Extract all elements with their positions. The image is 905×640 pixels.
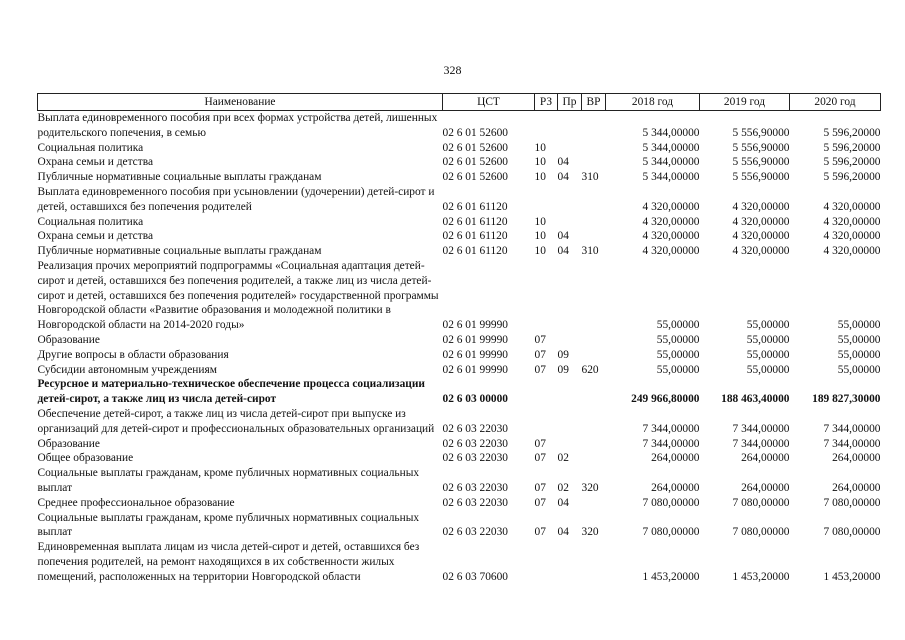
cell-vr [582, 259, 606, 333]
header-vr: ВР [582, 94, 606, 111]
cell-rz: 07 [534, 333, 546, 346]
cell-pr: 04 [557, 526, 569, 539]
table-row [38, 511, 881, 541]
cell-y2018: 55,00000 [656, 363, 700, 376]
cell-y2020: 55,00000 [837, 363, 881, 376]
cell-y2019: 4 320,00000 [732, 200, 790, 213]
page-number: 328 [443, 63, 462, 77]
cell-y2020: 7 344,00000 [823, 422, 881, 435]
table-row [38, 215, 881, 230]
cell-cst: 02 6 01 61120 [442, 245, 508, 258]
cell-y2019: 7 080,00000 [732, 526, 790, 539]
header-pr: Пр [558, 94, 582, 111]
cell-cst: 02 6 01 99990 [442, 319, 508, 332]
cell-pr [558, 111, 582, 141]
cell-cst: 02 6 01 52600 [442, 171, 508, 184]
cell-y2019: 264,00000 [741, 481, 790, 494]
cell-y2018: 5 344,00000 [642, 156, 700, 169]
cell-cst: 02 6 01 52600 [442, 156, 508, 169]
cell-vr [582, 155, 606, 170]
cell-cst: 02 6 01 61120 [442, 200, 508, 213]
table-row [38, 496, 881, 511]
cell-rz: 07 [534, 452, 546, 465]
cell-y2020: 4 320,00000 [823, 245, 881, 258]
cell-y2019: 5 556,90000 [732, 156, 790, 169]
cell-rz [535, 111, 558, 141]
cell-pr [558, 215, 582, 230]
cell-vr [582, 540, 606, 584]
cell-rz: 10 [534, 141, 546, 154]
cell-cst: 02 6 03 22030 [442, 437, 508, 450]
cell-name: Обеспечение детей-сирот, а также лиц из числа детей-сирот при выпуске из организаций для детей-сирот и профессиональных образовательных организаций [37, 407, 435, 435]
cell-y2020: 7 080,00000 [823, 526, 881, 539]
cell-cst: 02 6 03 22030 [442, 422, 508, 435]
cell-y2020: 55,00000 [837, 333, 881, 346]
table-row [38, 155, 881, 170]
cell-name: Охрана семьи и детства [37, 230, 153, 243]
table-row [38, 229, 881, 244]
cell-y2018: 7 080,00000 [642, 496, 700, 509]
budget-table [37, 93, 881, 585]
cell-cst: 02 6 03 00000 [442, 393, 508, 406]
cell-cst: 02 6 03 22030 [442, 496, 508, 509]
cell-cst: 02 6 01 52600 [442, 141, 508, 154]
cell-pr: 02 [557, 481, 569, 494]
cell-pr: 04 [557, 230, 569, 243]
cell-pr: 04 [557, 245, 569, 258]
cell-y2020: 4 320,00000 [823, 200, 881, 213]
cell-y2019: 188 463,40000 [721, 393, 790, 406]
cell-y2018: 7 344,00000 [642, 422, 700, 435]
cell-y2019: 5 556,90000 [732, 126, 790, 139]
cell-cst: 02 6 01 99990 [442, 333, 508, 346]
cell-y2018: 4 320,00000 [642, 215, 700, 228]
cell-y2018: 7 080,00000 [642, 526, 700, 539]
table-row [38, 141, 881, 156]
cell-vr [582, 141, 606, 156]
cell-y2020: 7 080,00000 [823, 496, 881, 509]
cell-y2020: 264,00000 [832, 481, 881, 494]
cell-cst: 02 6 01 61120 [442, 215, 508, 228]
cell-name: Общее образование [37, 452, 134, 465]
cell-rz: 07 [534, 526, 546, 539]
cell-pr [558, 437, 582, 452]
header-2019: 2019 год [700, 94, 790, 111]
cell-vr: 320 [581, 526, 599, 539]
cell-y2020: 55,00000 [837, 348, 881, 361]
cell-y2020: 5 596,20000 [823, 171, 881, 184]
table-row [38, 244, 881, 259]
cell-vr [582, 451, 606, 466]
cell-name: Выплата единовременного пособия при усыновлении (удочерении) детей-сирот и детей, оставшихся без попечения родителей [37, 185, 435, 213]
cell-name: Образование [37, 437, 100, 450]
cell-name: Образование [37, 333, 100, 346]
table-row [38, 185, 881, 215]
cell-y2019: 5 556,90000 [732, 141, 790, 154]
cell-y2019: 55,00000 [746, 319, 790, 332]
table-row [38, 170, 881, 185]
header-row [38, 94, 881, 111]
cell-name: Социальные выплаты гражданам, кроме публичных нормативных социальных выплат [37, 511, 420, 539]
cell-y2018: 55,00000 [656, 333, 700, 346]
table-row [38, 377, 881, 407]
cell-name: Публичные нормативные социальные выплаты гражданам [37, 245, 322, 258]
table-body [38, 111, 881, 585]
table-row [38, 540, 881, 584]
cell-y2018: 5 344,00000 [642, 171, 700, 184]
cell-cst: 02 6 03 22030 [442, 452, 508, 465]
cell-pr [558, 377, 582, 407]
table-row [38, 407, 881, 437]
cell-rz: 10 [534, 230, 546, 243]
cell-vr: 320 [581, 481, 599, 494]
cell-y2019: 4 320,00000 [732, 245, 790, 258]
cell-pr: 04 [557, 496, 569, 509]
cell-y2018: 4 320,00000 [642, 230, 700, 243]
cell-rz [535, 185, 558, 215]
cell-y2020: 4 320,00000 [823, 230, 881, 243]
cell-name: Субсидии автономным учреждениям [37, 363, 217, 376]
cell-vr: 310 [581, 171, 599, 184]
header-cst: ЦСТ [443, 94, 535, 111]
cell-cst: 02 6 03 22030 [442, 526, 508, 539]
cell-rz [535, 377, 558, 407]
cell-y2018: 5 344,00000 [642, 126, 700, 139]
table-row [38, 437, 881, 452]
cell-y2020: 4 320,00000 [823, 215, 881, 228]
cell-y2020: 5 596,20000 [823, 141, 881, 154]
cell-y2019: 55,00000 [746, 363, 790, 376]
cell-y2019: 4 320,00000 [732, 215, 790, 228]
cell-y2019: 7 344,00000 [732, 437, 790, 450]
cell-rz: 10 [534, 171, 546, 184]
cell-vr: 310 [581, 245, 599, 258]
header-2020: 2020 год [790, 94, 881, 111]
cell-name: Единовременная выплата лицам из числа детей-сирот и детей, оставшихся без попечения родителей, на ремонт находящихся в их собственности жилых помещений, расположенных на территории Новгородской области [37, 541, 420, 583]
cell-y2019: 55,00000 [746, 348, 790, 361]
header-rz: РЗ [535, 94, 558, 111]
table-row [38, 451, 881, 466]
cell-y2019: 7 080,00000 [732, 496, 790, 509]
cell-pr: 02 [557, 452, 569, 465]
cell-y2018: 264,00000 [651, 452, 700, 465]
cell-name: Ресурсное и материально-техническое обеспечение процесса социализации детей-сирот, а также лиц из числа детей-сирот [37, 378, 425, 406]
cell-y2018: 5 344,00000 [642, 141, 700, 154]
cell-y2019: 4 320,00000 [732, 230, 790, 243]
cell-y2019: 1 453,20000 [732, 570, 790, 583]
cell-name: Социальные выплаты гражданам, кроме публичных нормативных социальных выплат [37, 467, 420, 494]
cell-cst: 02 6 01 99990 [442, 363, 508, 376]
cell-pr [558, 141, 582, 156]
cell-name: Социальная политика [37, 141, 144, 154]
cell-name: Охрана семьи и детства [37, 156, 153, 169]
cell-pr: 09 [557, 363, 569, 376]
cell-y2018: 1 453,20000 [642, 570, 700, 583]
header-name: Наименование [38, 94, 443, 111]
cell-y2020: 189 827,30000 [812, 393, 881, 406]
cell-cst: 02 6 03 22030 [442, 481, 508, 494]
cell-vr [582, 333, 606, 348]
cell-rz: 10 [534, 245, 546, 258]
cell-name: Выплата единовременного пособия при всех формах устройства детей, лишенных родительского попечения, в семью [37, 112, 438, 139]
cell-vr [582, 111, 606, 141]
cell-pr: 04 [557, 171, 569, 184]
table-row [38, 363, 881, 378]
cell-pr [558, 185, 582, 215]
cell-rz: 07 [534, 496, 546, 509]
cell-pr [558, 259, 582, 333]
cell-rz: 07 [534, 437, 546, 450]
cell-vr [582, 377, 606, 407]
cell-vr [582, 229, 606, 244]
cell-y2019: 264,00000 [741, 452, 790, 465]
cell-rz [535, 259, 558, 333]
cell-y2020: 5 596,20000 [823, 126, 881, 139]
cell-vr [582, 407, 606, 437]
cell-y2020: 264,00000 [832, 452, 881, 465]
cell-vr [582, 215, 606, 230]
cell-cst: 02 6 01 52600 [442, 126, 508, 139]
cell-y2019: 55,00000 [746, 333, 790, 346]
cell-name: Реализация прочих мероприятий подпрограммы «Социальная адаптация детей-сирот и детей, оставшихся без попечения родителей, а также лиц из числа детей-сирот и детей, оставшихся без попечения родителей» государственной программы Новгородской области «Развитие образования и молодежной политики в Новгородской области на 2014-2020 годы» [37, 259, 439, 332]
cell-y2019: 7 344,00000 [732, 422, 790, 435]
cell-name: Среднее профессиональное образование [37, 496, 235, 509]
cell-vr [582, 348, 606, 363]
cell-name: Другие вопросы в области образования [37, 348, 229, 361]
cell-y2020: 55,00000 [837, 319, 881, 332]
cell-vr [582, 437, 606, 452]
cell-y2018: 4 320,00000 [642, 200, 700, 213]
cell-pr: 04 [557, 156, 569, 169]
header-2018: 2018 год [606, 94, 700, 111]
cell-pr [558, 407, 582, 437]
cell-cst: 02 6 03 70600 [442, 570, 508, 583]
cell-y2018: 55,00000 [656, 348, 700, 361]
table-row [38, 259, 881, 333]
cell-rz [535, 540, 558, 584]
table-row [38, 111, 881, 141]
cell-name: Публичные нормативные социальные выплаты гражданам [37, 171, 322, 184]
cell-y2020: 7 344,00000 [823, 437, 881, 450]
table-row [38, 348, 881, 363]
cell-cst: 02 6 01 61120 [442, 230, 508, 243]
cell-y2018: 264,00000 [651, 481, 700, 494]
cell-rz [535, 407, 558, 437]
cell-rz: 07 [534, 363, 546, 376]
cell-vr: 620 [581, 363, 599, 376]
table-row [38, 466, 881, 496]
cell-y2020: 1 453,20000 [823, 570, 881, 583]
table-row [38, 333, 881, 348]
cell-pr [558, 333, 582, 348]
cell-y2019: 5 556,90000 [732, 171, 790, 184]
cell-y2018: 249 966,80000 [631, 393, 700, 406]
cell-y2020: 5 596,20000 [823, 156, 881, 169]
cell-rz: 07 [534, 481, 546, 494]
cell-rz: 10 [534, 215, 546, 228]
cell-y2018: 55,00000 [656, 319, 700, 332]
cell-rz: 10 [534, 156, 546, 169]
cell-pr [558, 540, 582, 584]
cell-y2018: 4 320,00000 [642, 245, 700, 258]
cell-name: Социальная политика [37, 215, 144, 228]
cell-vr [582, 496, 606, 511]
cell-vr [582, 185, 606, 215]
cell-pr: 09 [557, 348, 569, 361]
cell-rz: 07 [534, 348, 546, 361]
cell-cst: 02 6 01 99990 [442, 348, 508, 361]
cell-y2018: 7 344,00000 [642, 437, 700, 450]
